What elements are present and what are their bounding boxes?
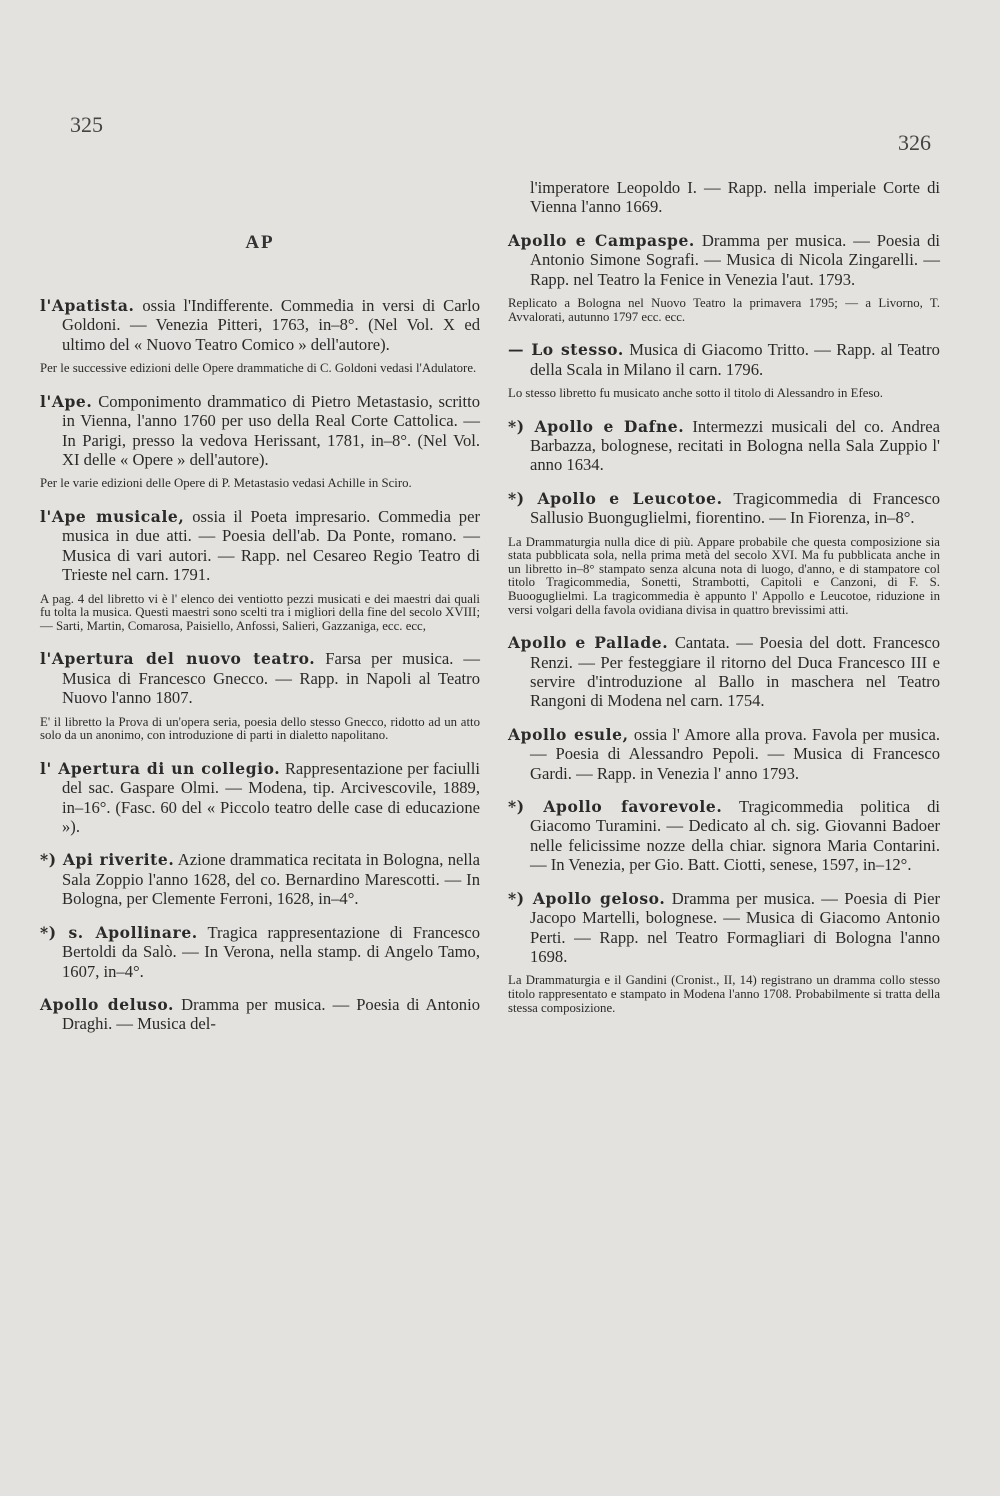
footnote: E' il libretto la Prova di un'opera seria, poesia dello stesso Gnecco, ridotto ad un atto solo da un anonimo, con introduzione di parti in dialetto napolitano. — [40, 714, 480, 743]
entry-text: ossia l'Indifferente. Commedia in versi di Carlo Goldoni. — Venezia Pitteri, 1763, in–8°. (Nel Vol. X ed ultimo del « Nuovo Teatro Comico » dell'autore). — [62, 296, 480, 354]
catalog-entry — [508, 797, 940, 875]
entry-title: l'Apertura del nuovo teatro. — [40, 649, 316, 669]
page-number-right: 326 — [898, 130, 931, 155]
catalog-entry — [508, 889, 940, 967]
entry-title: l'Ape musicale, — [40, 507, 185, 527]
entry-text: Musica di Giacomo Tritto. — Rapp. al Teatro della Scala in Milano il carn. 1796. — [530, 340, 940, 379]
catalog-entry — [508, 231, 940, 289]
entry-title: Apollo e Campaspe. — [508, 230, 695, 250]
entry-text: Dramma per musica. — Poesia di Antonio Simone Sografi. — Musica di Nicola Zingarelli. — Rapp. nel Teatro la Fenice in Venezia l'aut. 1793. — [530, 230, 940, 289]
entry-text: ossia l' Amore alla prova. Favola per musica. — Poesia di Alessandro Pepoli. — Musica di Francesco Gardi. — Rapp. in Venezia l' anno 1793. — [530, 724, 940, 783]
entry-title: Apollo e Pallade. — [508, 633, 669, 653]
catalog-entry — [40, 392, 480, 470]
catalog-entry — [508, 725, 940, 783]
entry-title: — Lo stesso. — [508, 340, 624, 360]
catalog-entry — [508, 340, 940, 379]
right-column — [508, 178, 940, 1031]
catalog-entry — [40, 649, 480, 707]
catalog-entry — [508, 417, 940, 475]
entry-text: Cantata. — Poesia del dott. Francesco Renzi. — Per festeggiare il ritorno del Duca Francesco III e servire d'introduzione al Ballo in maschera nel Teatro Rangoni di Modena nel carn. 1754. — [530, 633, 941, 711]
entry-title: l' Apertura di un collegio. — [40, 758, 281, 778]
footnote: Per le varie edizioni delle Opere di P. Metastasio vedasi Achille in Sciro. — [40, 476, 412, 491]
entry-text: Tragica rappresentazione di Francesco Bertoldi da Salò. — In Verona, nella stamp. di Angelo Tamo, 1607, in–4°. — [62, 922, 480, 981]
entry-title: *) Apollo geloso. — [508, 888, 666, 908]
entry-title: Apollo deluso. — [40, 994, 175, 1014]
entry-text: Componimento drammatico di Pietro Metastasio, scritto in Vienna, l'anno 1760 per uso della Real Corte Cattolica. — In Parigi, presso la vedova Herissant, 1781, in–8°. (Nel Vol. XI delle « Opere » dell'autore). — [62, 391, 480, 470]
catalog-entry — [40, 759, 480, 837]
entry-title: l'Ape. — [40, 391, 93, 411]
entry-title: *) Apollo e Leucotoe. — [508, 488, 723, 508]
entry-title: l'Apatista. — [40, 296, 135, 315]
left-entries — [40, 296, 480, 1034]
footnote: Lo stesso libretto fu musicato anche sotto il titolo di Alessandro in Efeso. — [508, 386, 883, 401]
entry-text: Tragicommedia politica di Giacomo Turamini. — Dedicato al ch. sig. Giovanni Badoer nelle felicissime nozze della chiar. signora Maria Contarini. — In Venezia, per Gio. Batt. Ciotti, senese, 1597, in–12°. — [530, 797, 940, 875]
entry-text: Dramma per musica. — Poesia di Pier Jacopo Martelli, bolognese. — Musica di Giacomo Antonio Perti. — Rapp. nel Teatro Formagliari di Bologna l'anno 1698. — [530, 888, 940, 966]
footnote: Per le successive edizioni delle Opere drammatiche di C. Goldoni vedasi l'Adulatore. — [40, 361, 477, 376]
entry-text: Azione drammatica recitata in Bologna, nella Sala Zoppio l'anno 1628, del co. Bernardino Marescotti. — In Bologna, per Clemente Ferroni, 1628, in–4°. — [62, 850, 480, 909]
catalog-entry — [40, 995, 480, 1034]
right-entries — [508, 178, 940, 1015]
entry-text: Dramma per musica. — Poesia di Antonio Draghi. — Musica del- — [62, 994, 480, 1034]
catalog-entry — [508, 633, 940, 711]
entry-text: Intermezzi musicali del co. Andrea Barbazza, bolognese, recitati in Bologna nella Sala Zuppio l' anno 1634. — [530, 416, 940, 475]
footnote: La Drammaturgia nulla dice di più. Appare probabile che questa composizione sia stata pubblicata sola, nella prima metà del secolo XVI. Ma fu pubblicata anche in un libretto in–8° stampato senza alcuna nota di luogo, d'anno, e di stampatore col titolo Tragicommedia, Sonetti, Strambotti, Capitoli e Canzoni, di F. S. Buooguglielmi. La tragicommedia è appunto l' Appollo e Leucotoe, riduzione in versi volgari della favola ovidiana divisa in quattro brevissimi atti. — [508, 534, 940, 617]
catalog-entry — [40, 507, 480, 585]
entry-title: Apollo esule, — [508, 724, 629, 744]
catalog-entry — [508, 489, 940, 528]
page-number-left: 325 — [70, 112, 103, 137]
entry-title: *) Apollo e Dafne. — [508, 416, 685, 436]
footnote: A pag. 4 del libretto vi è l' elenco dei ventiotto pezzi musicati e dei maestri dai quali fu tolta la musica. Questi maestri sono scelti tra i migliori della fine del secolo XVIII; — Sarti, Martin, Comarosa, Paisiello, Anfossi, Salieri, Gazzaniga, ecc. ecc, — [40, 591, 480, 633]
entry-text: Tragicommedia di Francesco Sallusio Buonguglielmi, fiorentino. — In Fiorenza, in–8°. — [530, 488, 940, 528]
section-heading: AP — [245, 232, 275, 253]
footnote: La Drammaturgia e il Gandini (Cronist., II, 14) registrano un dramma collo stesso titolo rappresentato e stampato in Modena l'anno 1708. Probabilmente si tratta della stessa composizione. — [508, 973, 940, 1015]
entry-text: Rappresentazione per faciulli del sac. Gaspare Olmi. — Modena, tip. Arcivescovile, 1889, in–16°. (Fasc. 60 del « Piccolo teatro delle case di educazione »). — [62, 758, 480, 837]
entry-text: Farsa per musica. — Musica di Francesco Gnecco. — Rapp. in Napoli al Teatro Nuovo l'anno 1807. — [62, 649, 480, 708]
left-column — [40, 232, 480, 1048]
entry-text: ossia il Poeta impresario. Commedia per musica in due atti. — Poesia dell'ab. Da Ponte, romano. — Musica di vari autori. — Rapp. nel Cesareo Regio Teatro di Trieste nel carn. 1791. — [62, 507, 480, 585]
entry-title: *) Apollo favorevole. — [508, 797, 723, 817]
catalog-entry — [40, 923, 480, 981]
entry-title: *) s. Apollinare. — [40, 922, 198, 942]
footnote: Replicato a Bologna nel Nuovo Teatro la primavera 1795; — a Livorno, T. Avvalorati, autunno 1797 ecc. ecc. — [508, 296, 940, 324]
entry-continuation: l'imperatore Leopoldo I. — Rapp. nella imperiale Corte di Vienna l'anno 1669. — [530, 178, 940, 217]
catalog-entry — [40, 850, 480, 908]
entry-title: *) Api riverite. — [40, 850, 175, 870]
catalog-entry — [40, 296, 480, 354]
